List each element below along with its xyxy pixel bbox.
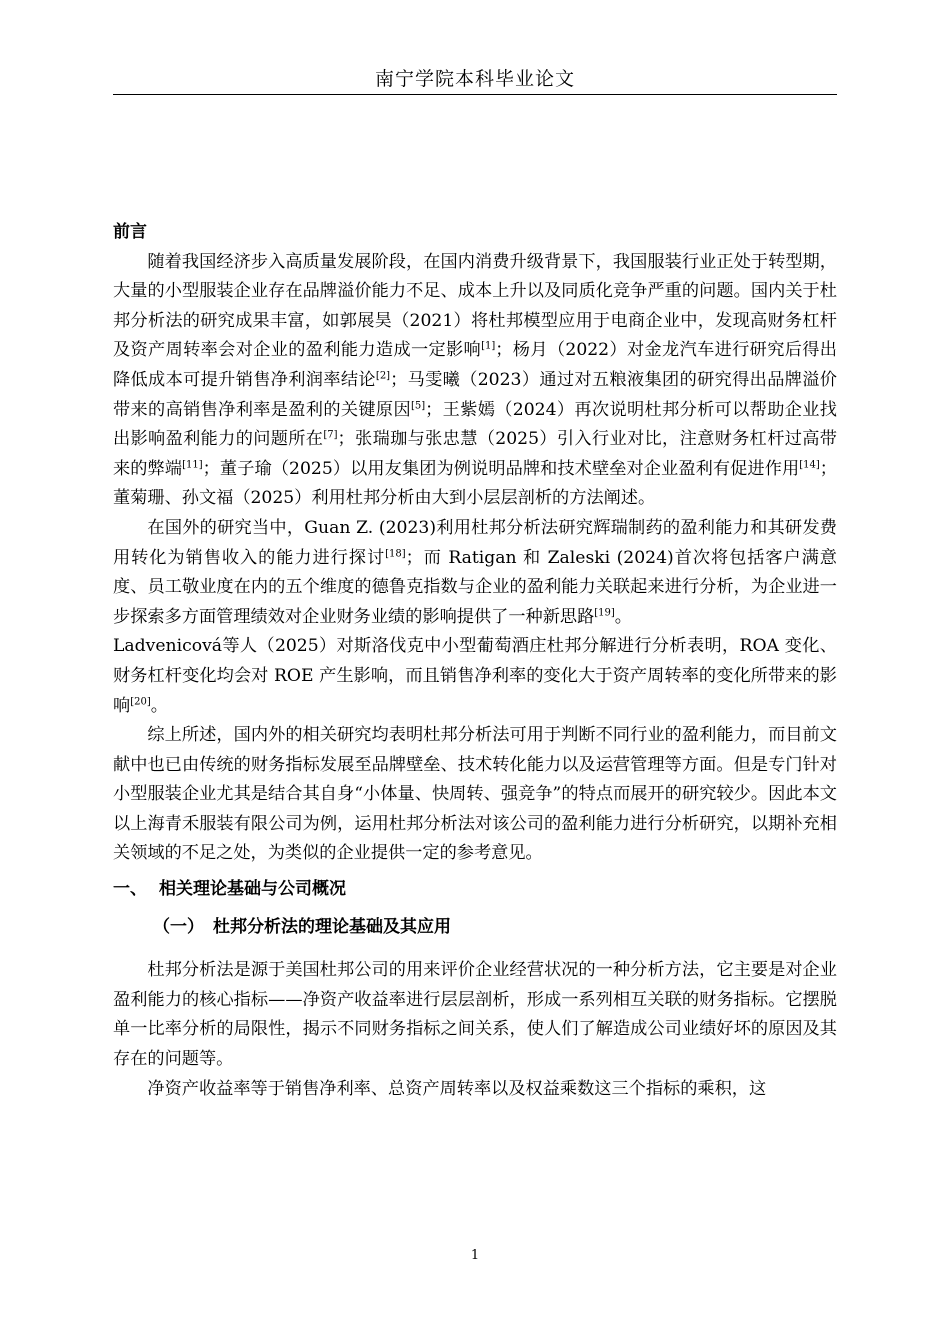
citation: [7] (323, 429, 338, 441)
document-body (113, 218, 837, 1104)
text-run: ；杨月（2022）对金龙汽车进行研究后得出降低成本可提升销售净利润率结论 (113, 340, 837, 390)
page-header: 南宁学院本科毕业论文 (374, 68, 575, 90)
text-run: ；董菊珊、孙文福（2025）利用杜邦分析由大到小层层剖析的方法阐述。 (113, 458, 837, 509)
section-number: 一、 (113, 879, 147, 900)
section-heading (113, 875, 837, 905)
citation: [1] (481, 340, 496, 352)
citation: [19] (594, 606, 615, 618)
text-run: ；马雯曦（2023）通过对五粮液集团的研究得出品牌溢价带来的高销售净利率是盈利的关键原因 (113, 369, 837, 420)
section-title: 相关理论基础与公司概况 (159, 879, 346, 900)
text-run: 在国外的研究当中，Guan Z. (2023)利用杜邦分析法研究辉瑞制药的盈利能力和其研发费用转化为销售收入的能力进行探讨 (113, 517, 837, 568)
citation: [11] (182, 459, 203, 471)
citation: [2] (375, 370, 391, 382)
header-rule (113, 94, 837, 95)
subsection-paragraph-2: 净资产收益率等于销售净利率、总资产周转率以及权益乘数这三个指标的乘积，这 (147, 1078, 767, 1099)
subsection-title: 杜邦分析法的理论基础及其应用 (213, 916, 451, 937)
text-run: ；而 Ratigan 和 Zaleski (2024)首次将包括客户满意度、员工敬业度在内的五个维度的德鲁克指数与企业的盈利能力关联起来进行分析，为企业进一步探索多方面管理绩效对企业财务业绩的影响提供了一种新思路 (113, 547, 837, 627)
subsection-heading (153, 913, 837, 943)
text-run: Ladvenicová等人（2025）对斯洛伐克中小型葡萄酒庄杜邦分解进行分析表明，ROA 变化、财务杠杆变化均会对 ROE 产生影响，而且销售净利率的变化大于资产周转率的变化所带来的影响 (113, 636, 837, 716)
preface-heading: 前言 (113, 222, 147, 242)
subsection-paragraph-1: 杜邦分析法是源于美国杜邦公司的用来评价企业经营状况的一种分析方法，它主要是对企业盈利能力的核心指标——净资产收益率进行层层剖析，形成一系列相互关联的财务指标。它摆脱单一比率分析的局限性，揭示不同财务指标之间关系，使人们了解造成公司业绩好坏的原因及其存在的问题等。 (113, 960, 837, 1070)
citation: [20] (130, 695, 151, 707)
citation: [14] (799, 459, 820, 471)
subsection-number: （一） (153, 916, 204, 937)
preface-paragraph-1 (113, 248, 837, 514)
text-run: ；张瑞珈与张忠慧（2025）引入行业对比，注意财务杠杆过高带来的弊端 (113, 429, 837, 479)
text-run: 。 (614, 606, 632, 627)
text-run: 。 (150, 695, 168, 716)
text-run: ；王紫嫣（2024）再次说明杜邦分析可以帮助企业找出影响盈利能力的问题所在 (113, 399, 837, 450)
text-run: 随着我国经济步入高质量发展阶段，在国内消费升级背景下，我国服装行业正处于转型期，大量的小型服装企业存在品牌溢价能力不足、成本上升以及同质化竞争严重的问题。国内关于杜邦分析法的研究成果丰富，如郭展昊（2021）将杜邦模型应用于电商企业中，发现高财务杠杆及资产周转率会对企业的盈利能力造成一定影响 (113, 251, 837, 361)
preface-paragraph-2 (113, 514, 837, 632)
citation: [5] (410, 399, 426, 411)
text-run: ；董子瑜（2025）以用友集团为例说明品牌和技术壁垒对企业盈利有促进作用 (202, 458, 800, 479)
page-number: 1 (470, 1248, 480, 1263)
preface-paragraph-4: 综上所述，国内外的相关研究均表明杜邦分析法可用于判断不同行业的盈利能力，而目前文献中也已由传统的财务指标发展至品牌壁垒、技术转化能力以及运营管理等方面。但是专门针对小型服装企业尤其是结合其自身“小体量、快周转、强竞争”的特点而展开的研究较少。因此本文以上海青禾服装有限公司为例，运用杜邦分析法对该公司的盈利能力进行分析研究，以期补充相关领域的不足之处，为类似的企业提供一定的参考意见。 (113, 725, 837, 864)
citation: [18] (385, 547, 406, 559)
preface-paragraph-3 (113, 632, 837, 721)
